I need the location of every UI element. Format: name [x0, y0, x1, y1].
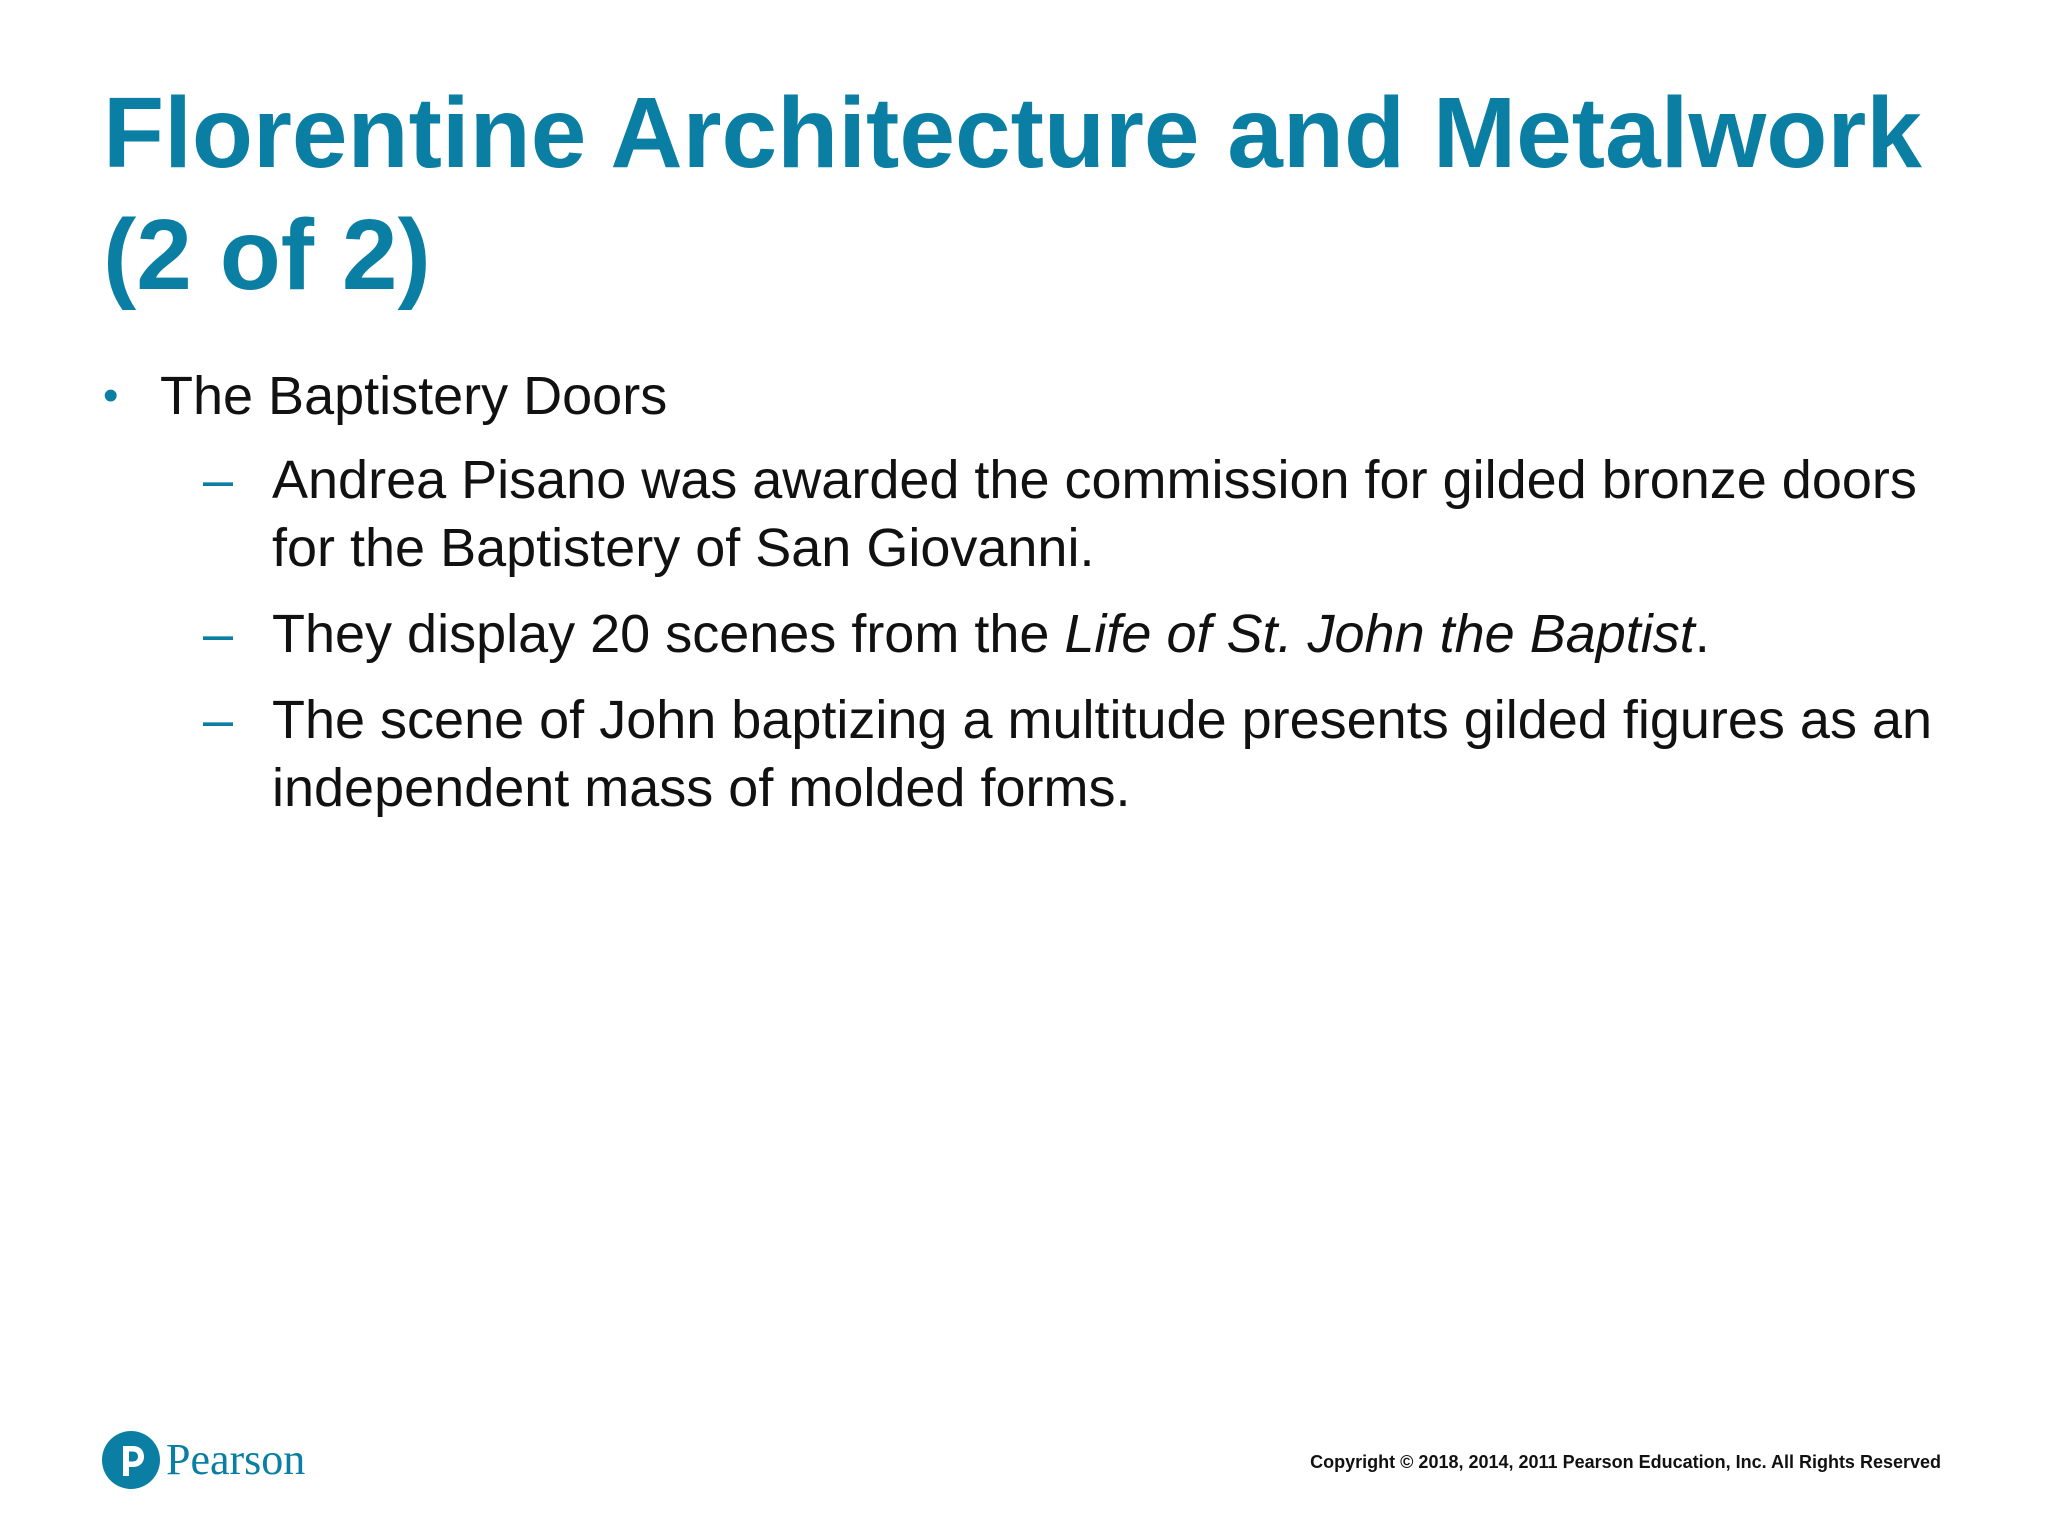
artwork-title: Life of St. John the Baptist [1064, 604, 1695, 664]
sub-bullet-text-after: . [1694, 604, 1710, 664]
dash-marker: – [203, 690, 234, 750]
dash-marker: – [203, 450, 234, 510]
copyright-notice: Copyright © 2018, 2014, 2011 Pearson Education, Inc. All Rights Reserved [1310, 1452, 1941, 1472]
bullet-list [103, 362, 1983, 840]
dash-marker: – [203, 604, 234, 664]
bullet-marker: • [103, 371, 119, 420]
title-line-2: (2 of 2) [103, 199, 431, 311]
sub-bullet-list [160, 446, 1983, 822]
sub-bullet-text: Andrea Pisano was awarded the commission for gilded bronze doors for the Baptistery of San Giovanni. [272, 450, 1917, 578]
pearson-wordmark: Pearson [166, 1435, 306, 1484]
title-line-1: Florentine Architecture and Metalwork [103, 77, 1922, 189]
sub-bullet-text [272, 600, 1983, 668]
pearson-p-icon [102, 1431, 160, 1489]
bullet-item [103, 362, 1983, 822]
sub-bullet-item [103, 600, 1983, 668]
slide-title [103, 72, 1963, 316]
sub-bullet-item [103, 446, 1983, 582]
pearson-logo [102, 1428, 305, 1492]
sub-bullet-text: The scene of John baptizing a multitude presents gilded figures as an independent mass of molded forms. [272, 690, 1933, 818]
sub-bullet-text-before: They display 20 scenes from the [272, 604, 1065, 664]
bullet-label: The Baptistery Doors [160, 366, 668, 426]
sub-bullet-item [103, 686, 1983, 822]
